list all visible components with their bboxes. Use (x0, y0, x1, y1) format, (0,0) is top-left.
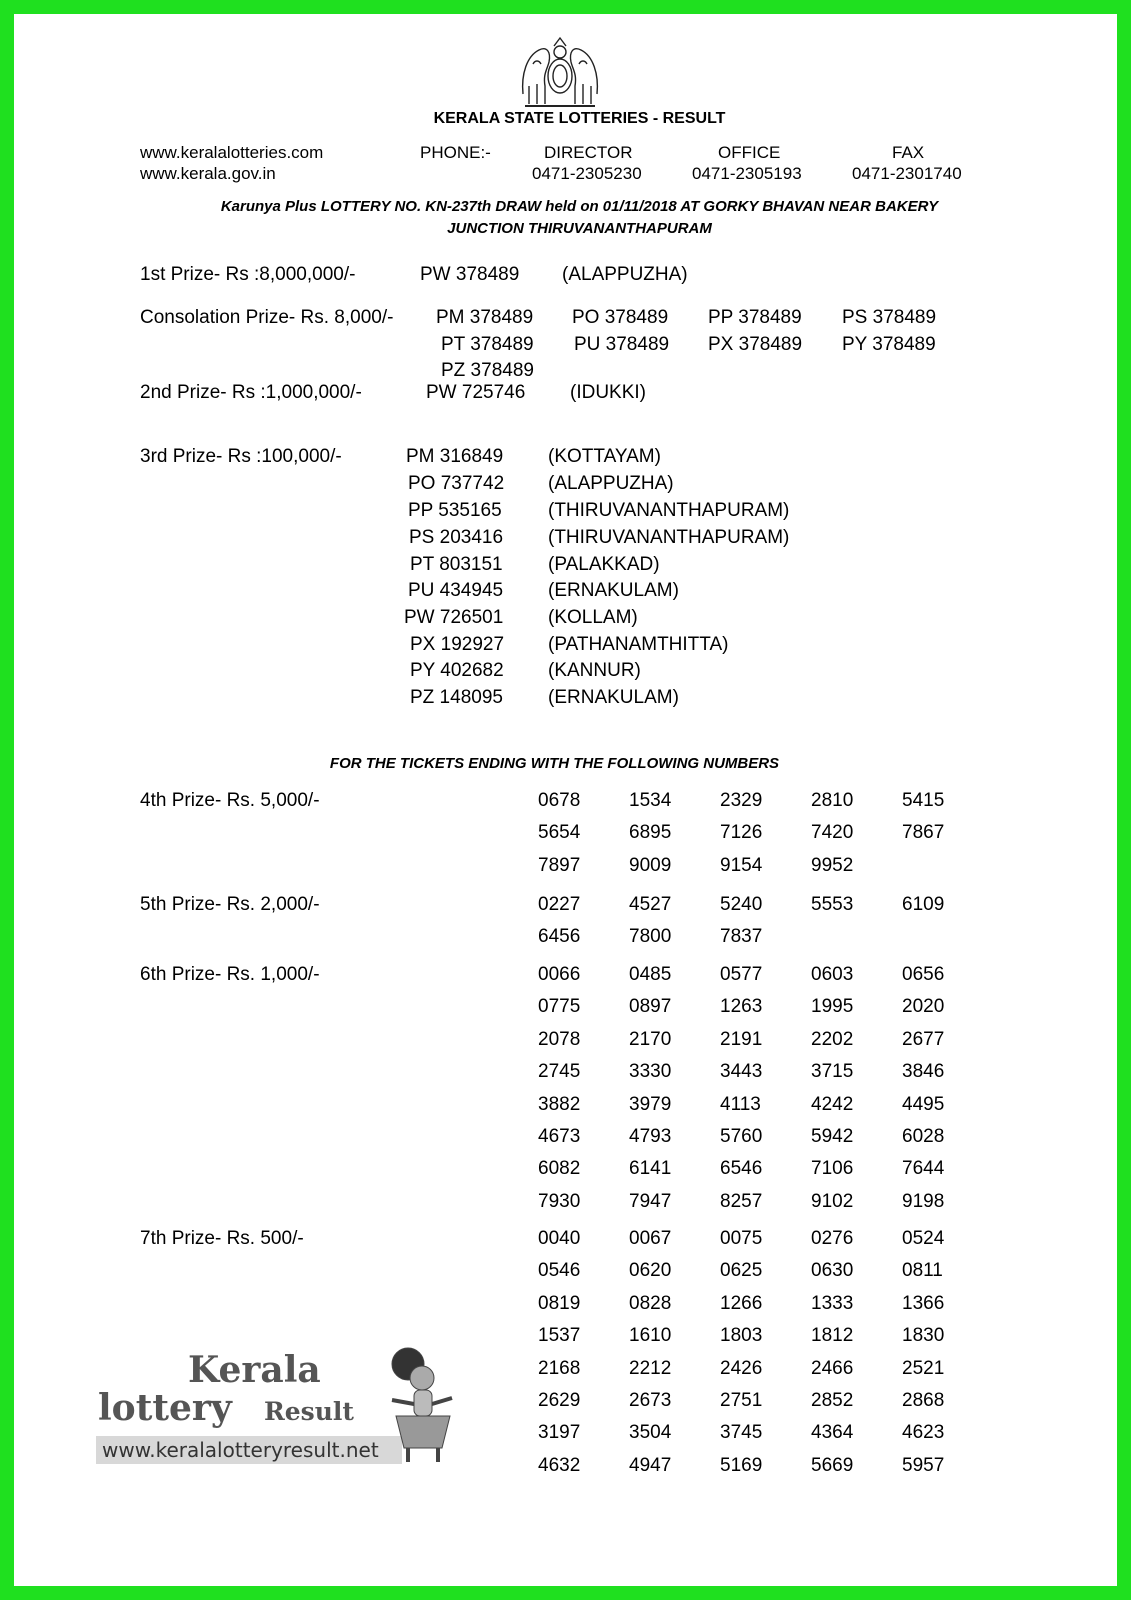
third-prize-ticket: PM 316849 (406, 446, 504, 467)
prize-number: 4793 (629, 1125, 672, 1147)
prize-number: 5654 (538, 822, 581, 844)
fourth-prize-numbers (538, 790, 993, 887)
prize-number: 0897 (629, 996, 672, 1018)
third-prize-place: (KOLLAM) (548, 607, 638, 628)
third-prize-place: (ERNAKULAM) (548, 687, 679, 708)
fifth-prize-numbers (538, 894, 993, 959)
third-prize-place: (PALAKKAD) (548, 554, 660, 575)
prize-number: 4113 (720, 1093, 761, 1115)
prize-number: 3846 (902, 1061, 945, 1083)
prize-number: 0828 (629, 1292, 672, 1314)
third-prize-ticket: PU 434945 (408, 580, 504, 601)
seventh-prize-numbers (538, 1228, 993, 1487)
prize-number: 0227 (538, 894, 581, 915)
prize-number: 0276 (811, 1228, 854, 1249)
prize-number: 0819 (538, 1292, 581, 1314)
third-prize-place: (KANNUR) (548, 660, 641, 681)
prize-number: 2521 (902, 1357, 945, 1379)
prize-number: 3979 (629, 1093, 672, 1115)
prize-number: 5669 (811, 1454, 854, 1476)
fax-label: FAX (892, 143, 925, 162)
phone-label: PHONE:- (420, 143, 491, 162)
prize-number: 2677 (902, 1028, 945, 1050)
prize-number: 7800 (629, 926, 672, 948)
third-prize-place: (ALAPPUZHA) (548, 473, 674, 494)
prize-number: 3330 (629, 1061, 672, 1083)
third-prize-ticket: PW 726501 (404, 607, 504, 628)
prize-number: 0075 (720, 1228, 763, 1249)
page-title: KERALA STATE LOTTERIES - RESULT (433, 110, 726, 127)
website-link-2[interactable]: www.kerala.gov.in (140, 164, 276, 183)
prize-number: 1266 (720, 1292, 763, 1314)
first-prize-label: 1st Prize- Rs :8,000,000/- (140, 264, 356, 285)
prize-number: 2212 (629, 1357, 672, 1379)
prize-number: 6028 (902, 1125, 945, 1147)
fax-phone: 0471-2301740 (852, 164, 962, 183)
prize-number: 2852 (811, 1389, 854, 1411)
prize-number: 9154 (720, 854, 763, 876)
prize-number: 0678 (538, 790, 581, 811)
prize-number: 5415 (902, 790, 945, 811)
first-prize-ticket: PW 378489 (420, 264, 520, 285)
draw-info-line1: Karunya Plus LOTTERY NO. KN-237th DRAW held on 01/11/2018 AT GORKY BHAVAN NEAR BAKERY (220, 198, 939, 215)
prize-number: 0811 (902, 1260, 943, 1282)
prize-number: 1537 (538, 1325, 581, 1347)
prize-number: 3504 (629, 1422, 672, 1444)
prize-number: 1812 (811, 1325, 854, 1347)
office-label: OFFICE (718, 143, 781, 162)
prize-number: 7106 (811, 1158, 854, 1180)
prize-number: 0040 (538, 1228, 581, 1249)
prize-number: 3882 (538, 1093, 581, 1115)
consolation-prize-label: Consolation Prize- Rs. 8,000/- (140, 307, 394, 328)
prize-number: 0485 (629, 964, 672, 985)
prize-number: 0775 (538, 996, 581, 1018)
prize-number: 2426 (720, 1357, 763, 1379)
prize-number: 7897 (538, 854, 581, 876)
third-prize-place: (KOTTAYAM) (548, 446, 661, 467)
prize-number: 5169 (720, 1454, 763, 1476)
prize-number: 0630 (811, 1260, 854, 1282)
prize-number: 4364 (811, 1422, 854, 1444)
second-prize-label: 2nd Prize- Rs :1,000,000/- (140, 382, 362, 403)
prize-number: 0603 (811, 964, 854, 985)
third-prize-label: 3rd Prize- Rs :100,000/- (140, 446, 342, 467)
prize-number: 8257 (720, 1190, 763, 1212)
logo-url: www.keralalotteryresult.net (102, 1438, 379, 1462)
prize-number: 7420 (811, 822, 854, 844)
prize-number: 5957 (902, 1454, 945, 1476)
kerala-lottery-result-logo (96, 1344, 466, 1469)
prize-number: 2202 (811, 1028, 854, 1050)
prize-number: 7947 (629, 1190, 672, 1212)
prize-number: 7126 (720, 822, 763, 844)
third-prize-place: (ERNAKULAM) (548, 580, 679, 601)
prize-number: 4495 (902, 1093, 945, 1115)
ending-numbers-heading: FOR THE TICKETS ENDING WITH THE FOLLOWING NUMBERS (329, 755, 780, 772)
prize-number: 1995 (811, 996, 854, 1018)
director-label: DIRECTOR (544, 143, 633, 162)
prize-number: 0625 (720, 1260, 763, 1282)
sixth-prize-numbers (538, 964, 993, 1223)
prize-number: 5240 (720, 894, 763, 915)
prize-number: 7867 (902, 822, 945, 844)
prize-number: 4242 (811, 1093, 854, 1115)
state-emblem-icon (517, 34, 603, 110)
second-prize-place: (IDUKKI) (570, 382, 646, 403)
consolation-ticket: PP 378489 (708, 307, 802, 328)
seventh-prize-label: 7th Prize- Rs. 500/- (140, 1228, 304, 1249)
prize-number: 1534 (629, 790, 672, 811)
third-prize-ticket: PS 203416 (409, 527, 504, 548)
fourth-prize-label: 4th Prize- Rs. 5,000/- (140, 790, 320, 811)
prize-number: 2329 (720, 790, 763, 811)
prize-number: 0620 (629, 1260, 672, 1282)
prize-number: 5553 (811, 894, 854, 915)
consolation-ticket: PS 378489 (842, 307, 937, 328)
third-prize-ticket: PY 402682 (410, 660, 504, 681)
third-prize-place: (THIRUVANANTHAPURAM) (548, 527, 790, 548)
consolation-ticket: PX 378489 (708, 334, 803, 355)
prize-number: 2745 (538, 1061, 581, 1083)
prize-number: 2673 (629, 1389, 672, 1411)
prize-number: 4632 (538, 1454, 581, 1476)
prize-number: 3745 (720, 1422, 763, 1444)
prize-number: 4673 (538, 1125, 581, 1147)
prize-number: 1830 (902, 1325, 945, 1347)
prize-number: 7930 (538, 1190, 581, 1212)
prize-number: 5942 (811, 1125, 854, 1147)
prize-number: 2078 (538, 1028, 581, 1050)
prize-number: 9102 (811, 1190, 854, 1212)
third-prize-ticket: PX 192927 (410, 634, 505, 655)
prize-number: 0546 (538, 1260, 581, 1282)
prize-number: 2751 (720, 1389, 763, 1411)
logo-text-result: Result (264, 1397, 354, 1426)
prize-number: 9009 (629, 854, 672, 876)
prize-number: 0656 (902, 964, 945, 985)
prize-number: 1366 (902, 1292, 945, 1314)
third-prize-ticket: PO 737742 (408, 473, 505, 494)
logo-text-lottery: lottery (98, 1387, 232, 1429)
prize-number: 9198 (902, 1190, 945, 1212)
consolation-ticket: PM 378489 (436, 307, 534, 328)
director-phone: 0471-2305230 (532, 164, 642, 183)
prize-number: 6546 (720, 1158, 763, 1180)
prize-number: 2810 (811, 790, 854, 811)
prize-number: 4527 (629, 894, 672, 915)
second-prize-ticket: PW 725746 (426, 382, 526, 403)
prize-number: 1333 (811, 1292, 854, 1314)
prize-number: 1263 (720, 996, 763, 1018)
prize-number: 2466 (811, 1357, 854, 1379)
draw-info-line2: JUNCTION THIRUVANANTHAPURAM (447, 220, 712, 237)
prize-number: 0524 (902, 1228, 945, 1249)
prize-number: 2168 (538, 1357, 581, 1379)
prize-number: 7837 (720, 926, 763, 948)
prize-number: 6141 (629, 1158, 672, 1180)
prize-number: 0577 (720, 964, 763, 985)
prize-number: 2191 (720, 1028, 763, 1050)
office-phone: 0471-2305193 (692, 164, 802, 183)
prize-number: 1610 (629, 1325, 672, 1347)
consolation-ticket: PZ 378489 (441, 360, 534, 381)
prize-number: 9952 (811, 854, 854, 876)
prize-number: 6456 (538, 926, 581, 948)
prize-number: 1803 (720, 1325, 763, 1347)
prize-number: 3197 (538, 1422, 581, 1444)
consolation-ticket: PO 378489 (572, 307, 669, 328)
prize-number: 6109 (902, 894, 945, 915)
website-link-1[interactable]: www.keralalotteries.com (140, 143, 324, 162)
prize-number: 7644 (902, 1158, 945, 1180)
prize-number: 4947 (629, 1454, 672, 1476)
consolation-ticket: PY 378489 (842, 334, 936, 355)
prize-number: 2020 (902, 996, 945, 1018)
prize-number: 0067 (629, 1228, 672, 1249)
third-prize-ticket: PT 803151 (410, 554, 503, 575)
prize-number: 3715 (811, 1061, 854, 1083)
prize-number: 5760 (720, 1125, 763, 1147)
third-prize-ticket: PZ 148095 (410, 687, 503, 708)
third-prize-place: (PATHANAMTHITTA) (548, 634, 729, 655)
prize-number: 2868 (902, 1389, 945, 1411)
third-prize-ticket: PP 535165 (408, 500, 502, 521)
consolation-ticket: PU 378489 (574, 334, 670, 355)
prize-number: 2629 (538, 1389, 581, 1411)
first-prize-place: (ALAPPUZHA) (562, 264, 688, 285)
prize-number: 4623 (902, 1422, 945, 1444)
sixth-prize-label: 6th Prize- Rs. 1,000/- (140, 964, 320, 985)
logo-text-kerala: Kerala (188, 1349, 321, 1391)
fifth-prize-label: 5th Prize- Rs. 2,000/- (140, 894, 320, 915)
prize-number: 0066 (538, 964, 581, 985)
prize-number: 6895 (629, 822, 672, 844)
consolation-ticket: PT 378489 (441, 334, 534, 355)
prize-number: 2170 (629, 1028, 672, 1050)
prize-number: 3443 (720, 1061, 763, 1083)
prize-number: 6082 (538, 1158, 581, 1180)
third-prize-place: (THIRUVANANTHAPURAM) (548, 500, 790, 521)
